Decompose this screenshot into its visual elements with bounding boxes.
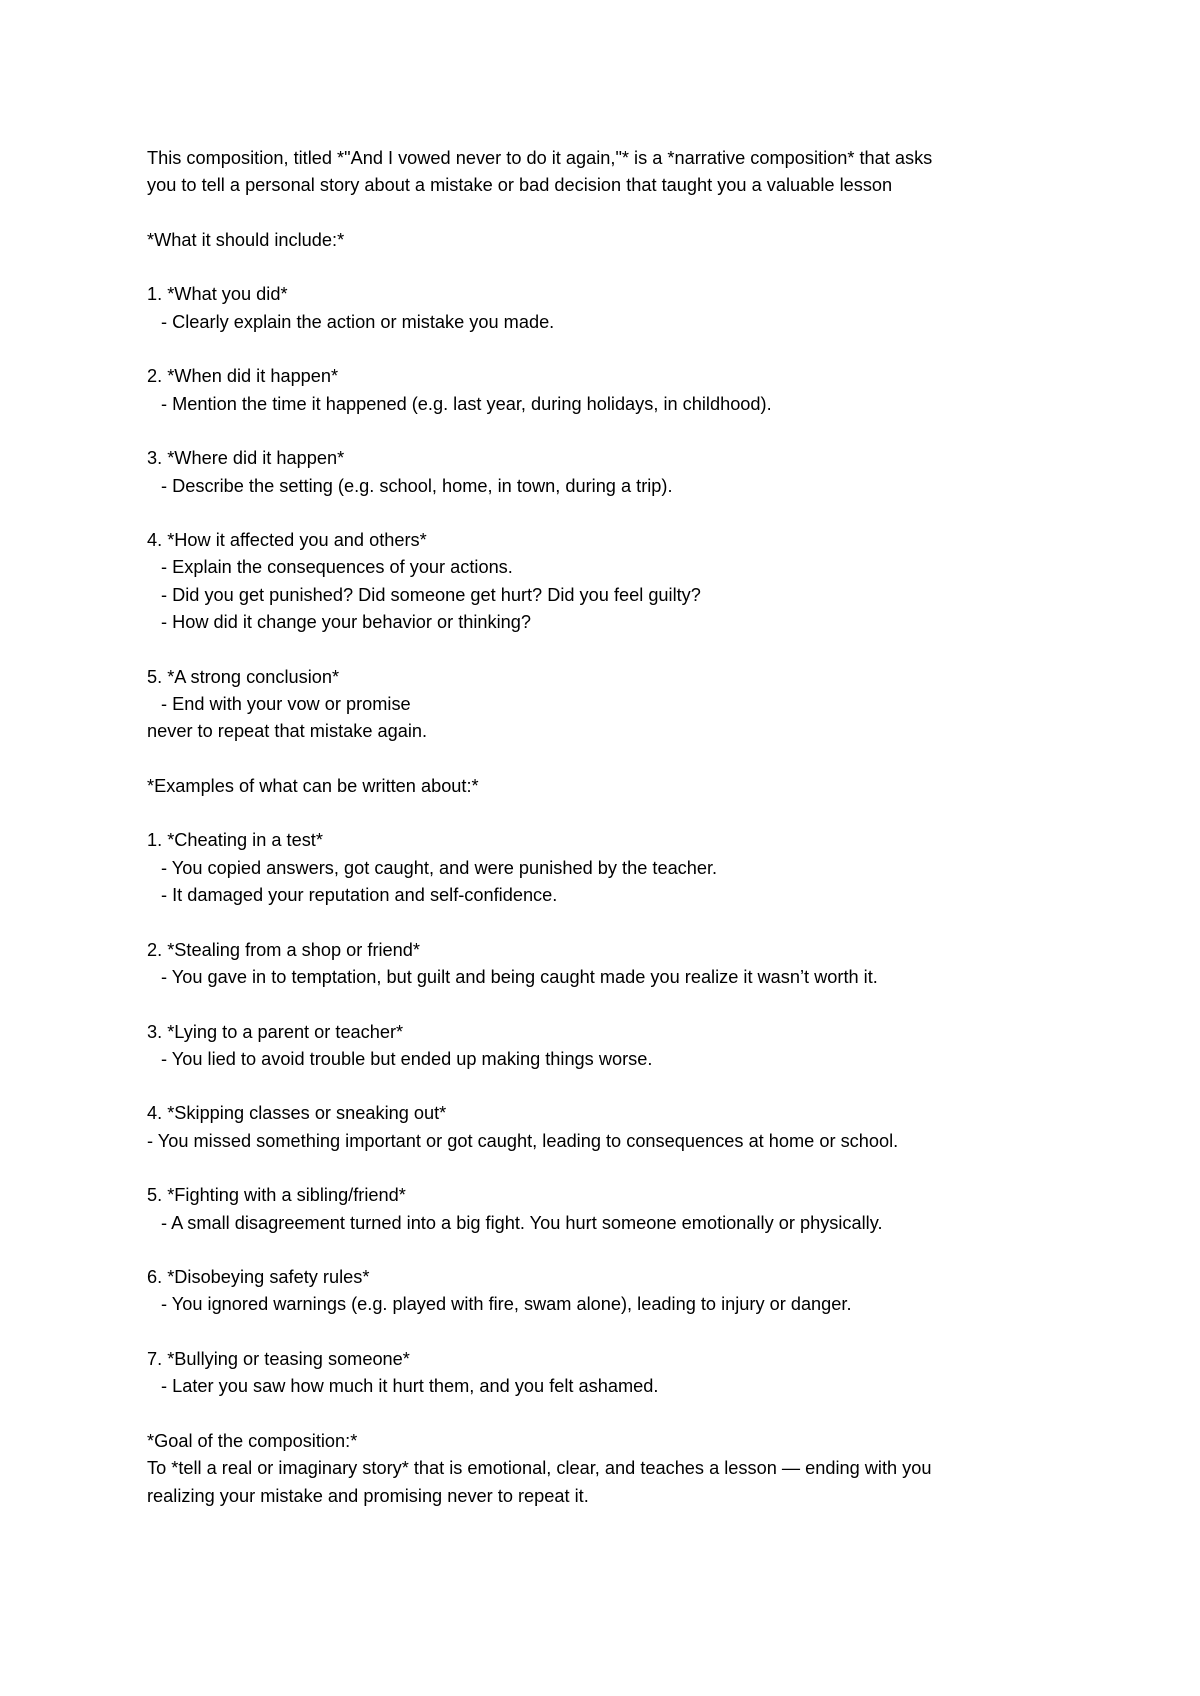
goal-line: To *tell a real or imaginary story* that is emotional, clear, and teaches a lesson — ending with you xyxy=(147,1458,932,1479)
example-item-detail: - A small disagreement turned into a big fight. You hurt someone emotionally or physically. xyxy=(161,1212,883,1233)
include-item-title: 2. *When did it happen* xyxy=(147,366,339,387)
include-item-title: 1. *What you did* xyxy=(147,284,288,305)
example-item-detail: - You missed something important or got caught, leading to consequences at home or school. xyxy=(147,1130,899,1151)
goal-heading: *Goal of the composition:* xyxy=(147,1430,358,1451)
example-item-detail: - You ignored warnings (e.g. played with fire, swam alone), leading to injury or danger. xyxy=(161,1294,852,1315)
example-item-detail: - You gave in to temptation, but guilt and being caught made you realize it wasn’t worth it. xyxy=(161,966,878,987)
example-item-detail: - You copied answers, got caught, and were punished by the teacher. xyxy=(161,857,718,878)
intro-line: you to tell a personal story about a mistake or bad decision that taught you a valuable lesson xyxy=(147,175,893,196)
example-item-title: 6. *Disobeying safety rules* xyxy=(147,1267,370,1288)
paragraph-gap xyxy=(147,909,1077,936)
paragraph-gap xyxy=(147,800,1077,827)
paragraph-gap xyxy=(147,746,1077,773)
paragraph-gap xyxy=(147,1073,1077,1100)
include-item-detail: - Did you get punished? Did someone get hurt? Did you feel guilty? xyxy=(161,584,701,605)
example-item-title: 1. *Cheating in a test* xyxy=(147,830,323,851)
example-item-detail: - Later you saw how much it hurt them, and you felt ashamed. xyxy=(161,1376,659,1397)
paragraph-gap xyxy=(147,500,1077,527)
paragraph-gap xyxy=(147,1155,1077,1182)
include-item-title: 3. *Where did it happen* xyxy=(147,448,345,469)
example-item-title: 3. *Lying to a parent or teacher* xyxy=(147,1021,404,1042)
example-item-detail: - It damaged your reputation and self-confidence. xyxy=(161,885,558,906)
example-item-title: 4. *Skipping classes or sneaking out* xyxy=(147,1103,447,1124)
include-item-title: 4. *How it affected you and others* xyxy=(147,530,427,551)
paragraph-gap xyxy=(147,991,1077,1018)
include-heading: *What it should include:* xyxy=(147,229,345,250)
paragraph-gap xyxy=(147,336,1077,363)
paragraph-gap xyxy=(147,1319,1077,1346)
include-item-detail: - Clearly explain the action or mistake you made. xyxy=(161,311,555,332)
paragraph-gap xyxy=(147,200,1077,227)
include-item-detail: - Mention the time it happened (e.g. last year, during holidays, in childhood). xyxy=(161,393,772,414)
include-item-detail: - Explain the consequences of your actions. xyxy=(161,557,513,578)
include-item-detail: - Describe the setting (e.g. school, home, in town, during a trip). xyxy=(161,475,673,496)
intro-line: This composition, titled *"And I vowed never to do it again,"* is a *narrative composition* that asks xyxy=(147,148,933,168)
include-item-title: 5. *A strong conclusion* xyxy=(147,666,340,687)
example-item-title: 5. *Fighting with a sibling/friend* xyxy=(147,1185,406,1206)
example-item-detail: - You lied to avoid trouble but ended up making things worse. xyxy=(161,1048,653,1069)
goal-line: realizing your mistake and promising never to repeat it. xyxy=(147,1485,589,1506)
example-item-title: 2. *Stealing from a shop or friend* xyxy=(147,939,420,960)
paragraph-gap xyxy=(147,418,1077,445)
examples-heading: *Examples of what can be written about:* xyxy=(147,775,479,796)
paragraph-gap xyxy=(147,1401,1077,1428)
paragraph-gap xyxy=(147,636,1077,663)
include-item-continuation: never to repeat that mistake again. xyxy=(147,721,428,742)
include-item-detail: - End with your vow or promise xyxy=(161,693,411,714)
example-item-title: 7. *Bullying or teasing someone* xyxy=(147,1349,410,1370)
paragraph-gap xyxy=(147,1237,1077,1264)
paragraph-gap xyxy=(147,254,1077,281)
document-body xyxy=(147,145,1077,1510)
include-item-detail: - How did it change your behavior or thinking? xyxy=(161,612,532,633)
